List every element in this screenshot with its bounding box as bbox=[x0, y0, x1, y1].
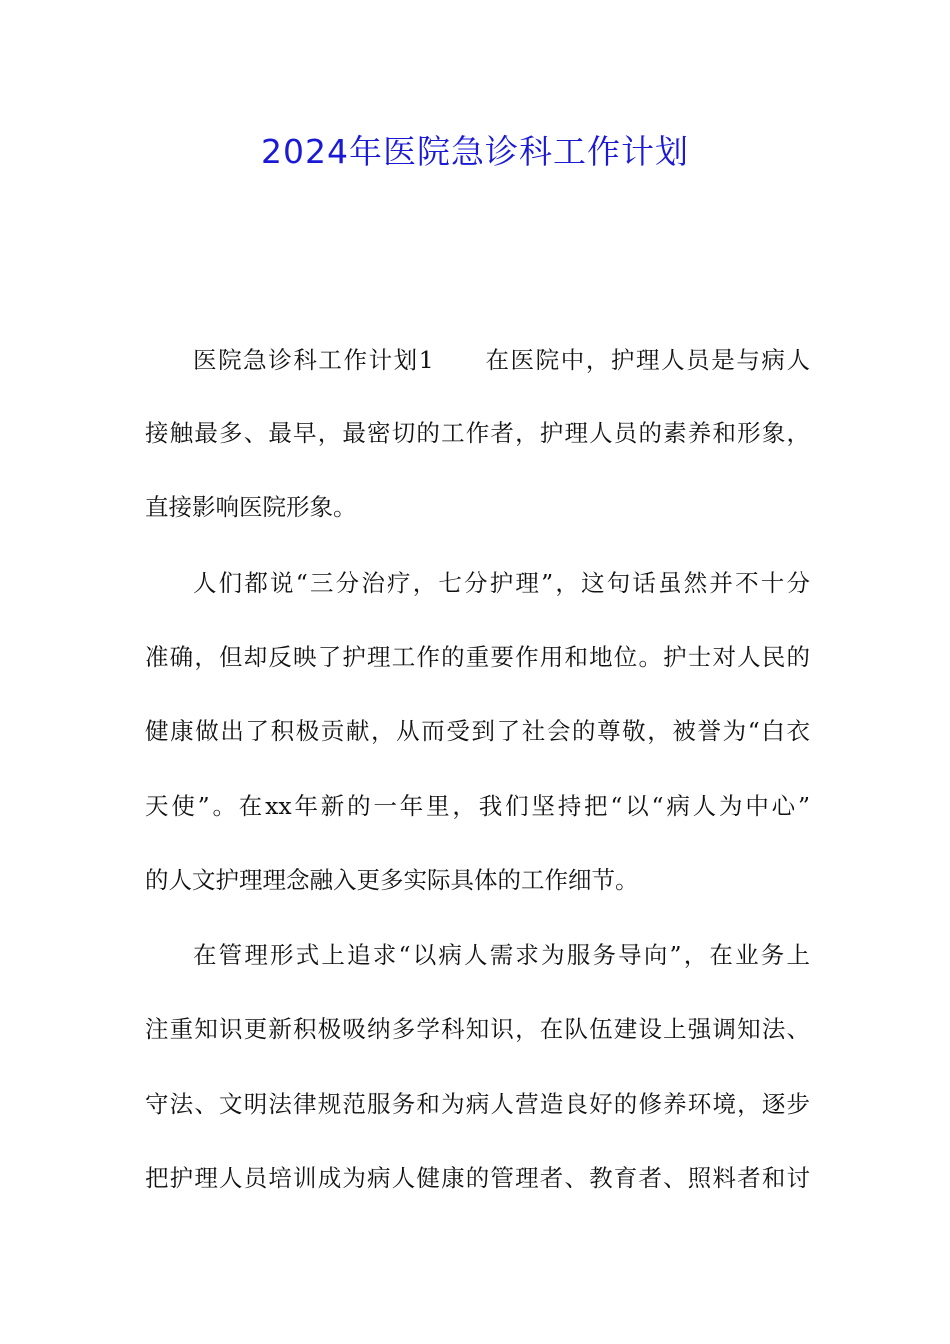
document-body bbox=[145, 0, 810, 1344]
document-title: 2024年医院急诊科工作计划 bbox=[261, 132, 689, 171]
paragraph-line: 把护理人员培训成为病人健康的管理者、教育者、照料者和讨 bbox=[145, 1164, 810, 1192]
paragraph-line: 接触最多、最早，最密切的工作者，护理人员的素养和形象， bbox=[145, 419, 810, 447]
paragraph-line: 健康做出了积极贡献，从而受到了社会的尊敬，被誉为“白衣 bbox=[145, 717, 810, 745]
paragraph-line: 直接影响医院形象。 bbox=[145, 493, 357, 521]
paragraph-line: 守法、文明法律规范服务和为病人营造良好的修养环境，逐步 bbox=[145, 1090, 810, 1118]
paragraph-line: 天使”。在xx年新的一年里，我们坚持把“以“病人为中心” bbox=[145, 792, 810, 820]
paragraph-line: 人们都说“三分治疗，七分护理”，这句话虽然并不十分 bbox=[193, 569, 810, 597]
paragraph-line: 在管理形式上追求“以病人需求为服务导向”，在业务上 bbox=[193, 941, 810, 969]
paragraph-line: 医院急诊科工作计划1 在医院中，护理人员是与病人 bbox=[193, 346, 810, 374]
paragraph-line: 注重知识更新积极吸纳多学科知识，在队伍建设上强调知法、 bbox=[145, 1015, 810, 1043]
paragraph-line: 准确，但却反映了护理工作的重要作用和地位。护士对人民的 bbox=[145, 643, 810, 671]
paragraph-line: 的人文护理理念融入更多实际具体的工作细节。 bbox=[145, 866, 639, 894]
